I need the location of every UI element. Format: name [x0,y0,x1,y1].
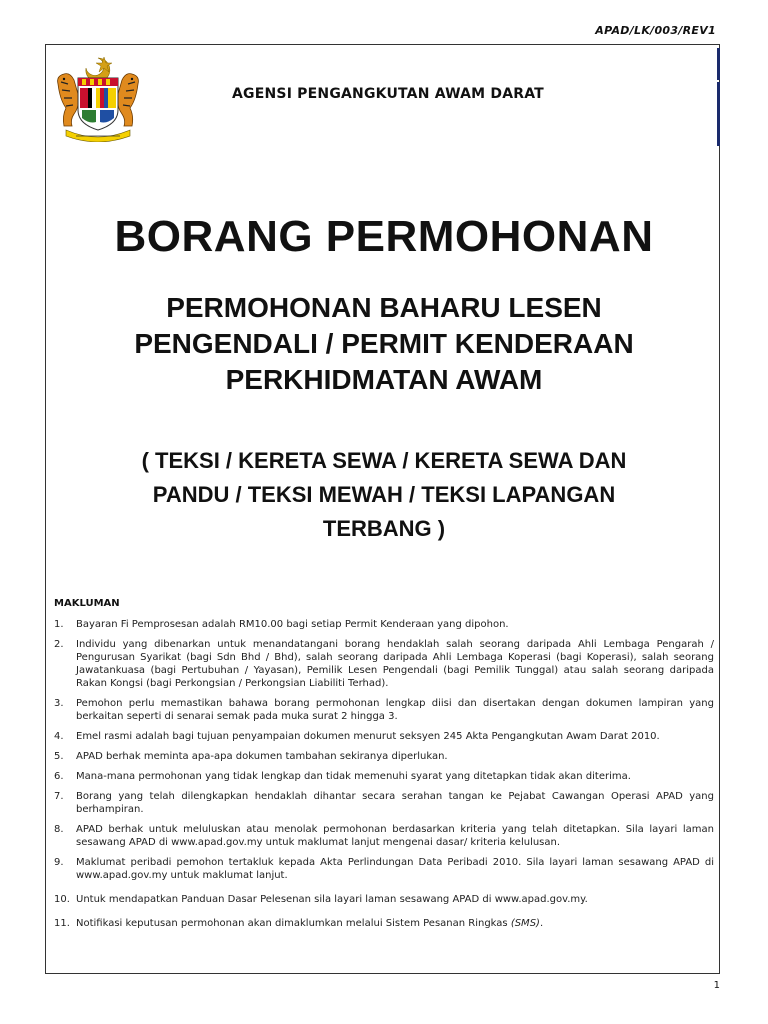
malaysia-coat-of-arms-icon [52,54,144,142]
note-number: 5. [54,751,64,762]
note-text-part: . [539,918,544,929]
form-title: BORANG PERMOHONAN [114,212,654,261]
subtitle-line: PERKHIDMATAN AWAM [225,364,543,395]
note-number: 4. [54,731,64,742]
note-item [54,893,714,906]
note-number: 1. [54,619,64,630]
agency-name: AGENSI PENGANGKUTAN AWAM DARAT [232,86,544,102]
note-text: Bayaran Fi Pemprosesan adalah RM10.00 bagi setiap Permit Kenderaan yang dipohon. [76,619,509,630]
note-text: APAD berhak meminta apa-apa dokumen tambahan sekiranya diperlukan. [76,751,448,762]
vehicle-types [0,444,768,546]
form-subtitle [0,290,768,398]
side-mark-top [717,48,720,80]
note-text [76,917,714,930]
note-text: APAD berhak untuk meluluskan atau menolak permohonan berdasarkan kriteria yang telah ditetapkan. Sila layari laman sesawang APAD di www.apad.gov.my untuk maklumat lanjut mengenai dasar/ kriteria kelulusan. [76,824,714,848]
note-item [54,823,714,849]
subtitle-line: PENGENDALI / PERMIT KENDERAAN [134,328,634,359]
note-text-italic: (SMS) [510,918,540,929]
subtitle-line: PERMOHONAN BAHARU LESEN [166,292,602,323]
note-item [54,790,714,816]
note-number: 11. [54,918,70,929]
note-text: Untuk mendapatkan Panduan Dasar Pelesenan sila layari laman sesawang APAD di www.apad.gov.my. [76,894,588,905]
note-text: Maklumat peribadi pemohon tertakluk kepada Akta Perlindungan Data Peribadi 2010. Sila layari laman sesawang APAD di www.apad.gov.my untuk maklumat lanjut. [76,857,714,881]
note-item [54,750,714,763]
note-number: 2. [54,639,64,650]
note-item [54,917,714,930]
note-number: 7. [54,791,64,802]
vehicle-types-line: PANDU / TEKSI MEWAH / TEKSI LAPANGAN [152,482,616,507]
note-number: 10. [54,894,70,905]
note-number: 8. [54,824,64,835]
note-number: 3. [54,698,64,709]
note-text: Pemohon perlu memastikan bahawa borang permohonan lengkap diisi dan disertakan dengan dokumen lampiran yang berkaitan seperti di senarai semak pada muka surat 2 hingga 3. [76,698,714,722]
document-code: APAD/LK/003/REV1 [595,24,716,37]
note-item [54,856,714,882]
notes-list [54,618,714,937]
vehicle-types-line: ( TEKSI / KERETA SEWA / KERETA SEWA DAN [141,448,627,473]
note-item [54,730,714,743]
note-item [54,638,714,690]
vehicle-types-line: TERBANG ) [322,516,446,541]
notes-heading: MAKLUMAN [54,598,120,609]
note-item [54,697,714,723]
note-item [54,618,714,631]
note-text: Mana-mana permohonan yang tidak lengkap dan tidak memenuhi syarat yang ditetapkan tidak akan diterima. [76,771,631,782]
side-mark-bottom [717,82,720,146]
side-marks [717,48,721,148]
page-number: 1 [713,980,720,991]
note-text: Individu yang dibenarkan untuk menandatangani borang hendaklah salah seorang daripada Ahli Lembaga Pengarah / Pengurusan Syarikat (bagi Sdn Bhd / Bhd), salah seorang daripada Ahli Lembaga Koperasi (bagi Koperasi), salah seorang Jawatankuasa (bagi Pertubuhan / Yayasan), Pemilik Lesen Pengendali (bagi Pemilik Tunggal) atau salah seorang daripada Rakan Kongsi (bagi Perkongsian / Perkongsian Liabiliti Terhad). [76,639,714,689]
note-text: Emel rasmi adalah bagi tujuan penyampaian dokumen menurut seksyen 245 Akta Pengangkutan Awam Darat 2010. [76,731,660,742]
note-text-part: Notifikasi keputusan permohonan akan dimaklumkan melalui Sistem Pesanan Ringkas [76,918,511,929]
note-number: 9. [54,857,64,868]
note-number: 6. [54,771,64,782]
note-text: Borang yang telah dilengkapkan hendaklah dihantar secara serahan tangan ke Pejabat Cawangan Operasi APAD yang berhampiran. [76,791,714,815]
note-item [54,770,714,783]
